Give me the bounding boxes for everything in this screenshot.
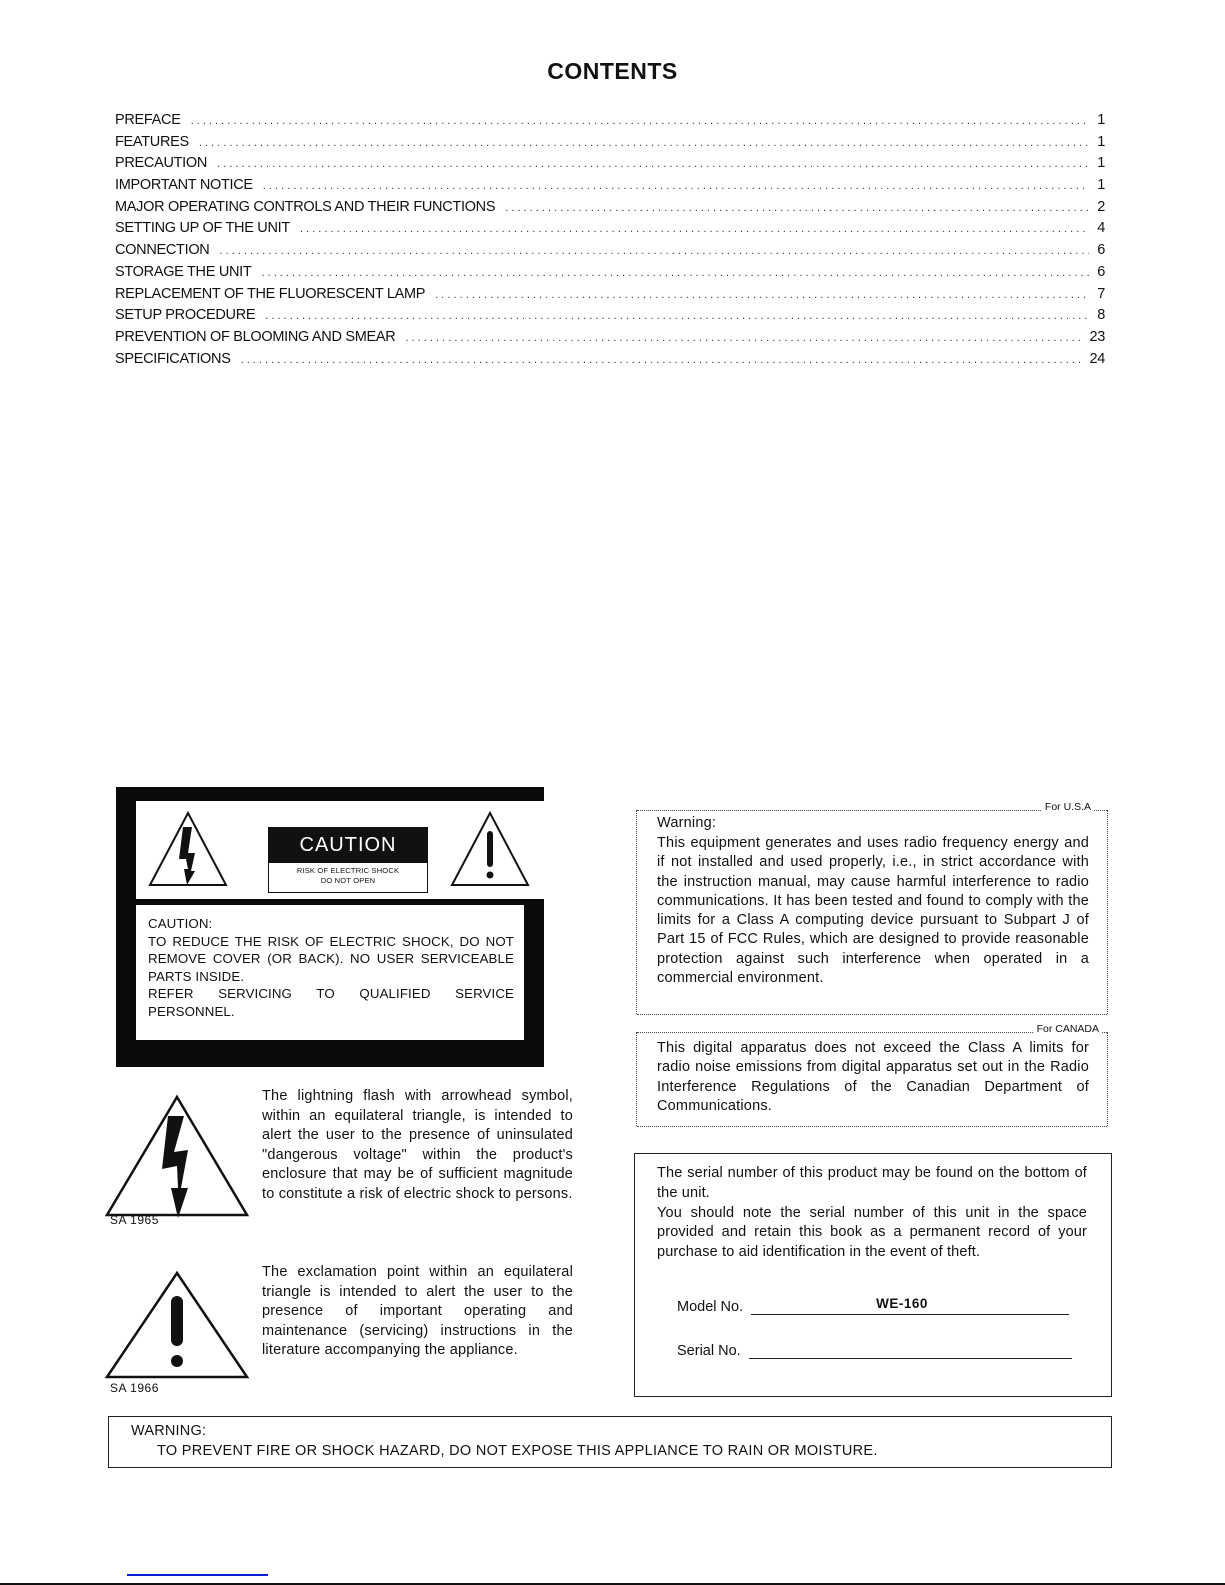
link-underline[interactable] xyxy=(127,1574,268,1576)
toc-entry-label: PREVENTION OF BLOOMING AND SMEAR xyxy=(115,328,396,345)
caution-panel xyxy=(116,787,544,1067)
symbol-code: SA 1965 xyxy=(110,1213,159,1227)
toc-leader-dots xyxy=(435,289,1089,301)
toc-entry-label: FEATURES xyxy=(115,133,189,150)
toc-entry-page: 23 xyxy=(1089,328,1105,345)
model-number-label: Model No. xyxy=(677,1299,744,1315)
caution-text-area xyxy=(136,905,524,1040)
toc-entry-label: STORAGE THE UNIT xyxy=(115,263,252,280)
toc-entry[interactable] xyxy=(115,264,1105,286)
serial-number-input[interactable] xyxy=(749,1338,1072,1359)
dotted-rule xyxy=(637,1014,1107,1015)
caution-label-subtext xyxy=(269,866,427,886)
toc-leader-dots xyxy=(505,202,1089,214)
toc-entry-page: 1 xyxy=(1097,155,1105,172)
dotted-rule xyxy=(1107,810,1108,1014)
toc-entry-label: CONNECTION xyxy=(115,242,210,259)
toc-entry-page: 24 xyxy=(1089,350,1105,367)
region-tag: For CANADA xyxy=(1033,1023,1101,1035)
exclamation-symbol-description: The exclamation point within an equilateral triangle is intended to alert the user to the presence of important operating and maintenance (servicing) instructions in the literature accompanying the appliance. xyxy=(262,1264,573,1359)
caution-text xyxy=(148,915,514,1020)
toc-entry[interactable] xyxy=(115,220,1105,242)
caution-text-body: TO REDUCE THE RISK OF ELECTRIC SHOCK, DO NOT REMOVE COVER (OR BACK). NO USER SERVICEABLE PARTS INSIDE. xyxy=(148,933,514,984)
toc-leader-dots xyxy=(241,354,1084,366)
serial-number-label: Serial No. xyxy=(677,1343,741,1359)
toc-entry[interactable] xyxy=(115,307,1105,329)
toc-leader-dots xyxy=(217,158,1089,170)
fcc-usa-text: This equipment generates and uses radio frequency energy and if not installed and used properly, i.e., in strict accordance with the instruction manual, may cause harmful interference to radio communications. It has been tested and found to comply with the limits for a Class A computing device pursuant to Subpart J of Part 15 of FCC Rules, which are designed to provide reasonable protection against such interference when operated in a commercial environment. xyxy=(657,835,1089,987)
toc-entry-page: 1 xyxy=(1097,177,1105,194)
caution-label-area xyxy=(136,801,544,899)
toc-leader-dots xyxy=(261,267,1089,279)
toc-entry-label: PREFACE xyxy=(115,112,181,128)
toc-entry[interactable] xyxy=(115,242,1105,264)
warning-box xyxy=(108,1416,1112,1468)
exclamation-triangle-icon xyxy=(448,809,532,889)
region-tag: For U.S.A xyxy=(1041,801,1093,813)
caution-label-sub-line: RISK OF ELECTRIC SHOCK xyxy=(296,866,400,875)
lightning-symbol-description: The lightning flash with arrowhead symbol, within an equilateral triangle, is intended to alert the user to the presence of uninsulated "dangerous voltage" within the product's enclosure that may be of sufficient magnitude to constitute a risk of electric shock to persons. xyxy=(262,1088,573,1202)
toc-entry[interactable] xyxy=(115,177,1105,199)
toc-entry-page: 6 xyxy=(1097,263,1105,280)
caution-label xyxy=(268,827,428,893)
toc-entry-label: IMPORTANT NOTICE xyxy=(115,177,253,194)
toc-entry-page: 4 xyxy=(1097,220,1105,237)
toc-entry[interactable] xyxy=(115,351,1105,373)
toc-entry[interactable] xyxy=(115,112,1105,134)
toc-entry-page: 7 xyxy=(1097,285,1105,302)
dotted-rule xyxy=(637,1126,1107,1127)
toc-entry[interactable] xyxy=(115,329,1105,351)
warning-title: WARNING: xyxy=(131,1423,207,1439)
warning-text: TO PREVENT FIRE OR SHOCK HAZARD, DO NOT EXPOSE THIS APPLIANCE TO RAIN OR MOISTURE. xyxy=(157,1443,878,1459)
toc-leader-dots xyxy=(265,310,1089,322)
toc-entry[interactable] xyxy=(115,134,1105,156)
toc-leader-dots xyxy=(219,245,1089,257)
toc-leader-dots xyxy=(405,332,1083,344)
toc-leader-dots xyxy=(191,115,1089,127)
dotted-rule xyxy=(637,810,1107,811)
symbol-code: SA 1966 xyxy=(110,1381,159,1395)
toc-entry-label: MAJOR OPERATING CONTROLS AND THEIR FUNCTIONS xyxy=(115,198,496,215)
fcc-canada-notice xyxy=(636,1023,1107,1126)
serial-number-box xyxy=(634,1153,1112,1397)
fcc-usa-notice xyxy=(636,801,1107,1014)
toc-entry[interactable] xyxy=(115,199,1105,221)
toc-entry[interactable] xyxy=(115,155,1105,177)
dotted-rule xyxy=(1107,1032,1108,1126)
lightning-triangle-icon xyxy=(104,1094,250,1218)
toc-entry-label: REPLACEMENT OF THE FLUORESCENT LAMP xyxy=(115,285,426,302)
toc-entry-page: 1 xyxy=(1097,133,1105,150)
model-number-input[interactable] xyxy=(751,1294,1069,1315)
toc-entry-label: PRECAUTION xyxy=(115,155,208,172)
toc-entry[interactable] xyxy=(115,286,1105,308)
serial-instructions-line: The serial number of this product may be found on the bottom of the unit. xyxy=(657,1165,1087,1201)
toc-entry-label: SPECIFICATIONS xyxy=(115,350,231,367)
serial-instructions-line: You should note the serial number of this unit in the space provided and retain this book as a permanent record of your purchase to aid identification in the event of theft. xyxy=(657,1204,1087,1261)
caution-label-sub-line: DO NOT OPEN xyxy=(320,876,376,885)
model-number-field xyxy=(677,1294,1069,1315)
toc-entry-page: 8 xyxy=(1097,307,1105,324)
contents-title: CONTENTS xyxy=(547,58,678,84)
toc-entry-page: 2 xyxy=(1097,198,1105,215)
toc-entry-page: 6 xyxy=(1097,242,1105,259)
table-of-contents xyxy=(115,112,1105,372)
serial-instructions xyxy=(657,1164,1087,1263)
caution-text-body: REFER SERVICING TO QUALIFIED SERVICE PERSONNEL. xyxy=(148,986,514,1019)
toc-entry-label: SETTING UP OF THE UNIT xyxy=(115,220,290,237)
fcc-usa-heading: Warning: xyxy=(657,815,717,831)
lightning-triangle-icon xyxy=(146,809,230,889)
toc-leader-dots xyxy=(300,223,1089,235)
toc-leader-dots xyxy=(199,137,1089,149)
toc-leader-dots xyxy=(263,180,1089,192)
fcc-canada-text: This digital apparatus does not exceed the Class A limits for radio noise emissions from digital apparatus set out in the Radio Interference Regulations of the Canadian Department of Communications. xyxy=(657,1040,1089,1114)
model-number-value: WE-160 xyxy=(876,1296,928,1311)
serial-number-field xyxy=(677,1338,1072,1359)
toc-entry-page: 1 xyxy=(1097,112,1105,128)
exclamation-triangle-icon xyxy=(104,1270,250,1380)
caution-label-heading: CAUTION xyxy=(269,828,427,863)
caution-text-heading: CAUTION: xyxy=(148,916,213,931)
toc-entry-label: SETUP PROCEDURE xyxy=(115,307,256,324)
